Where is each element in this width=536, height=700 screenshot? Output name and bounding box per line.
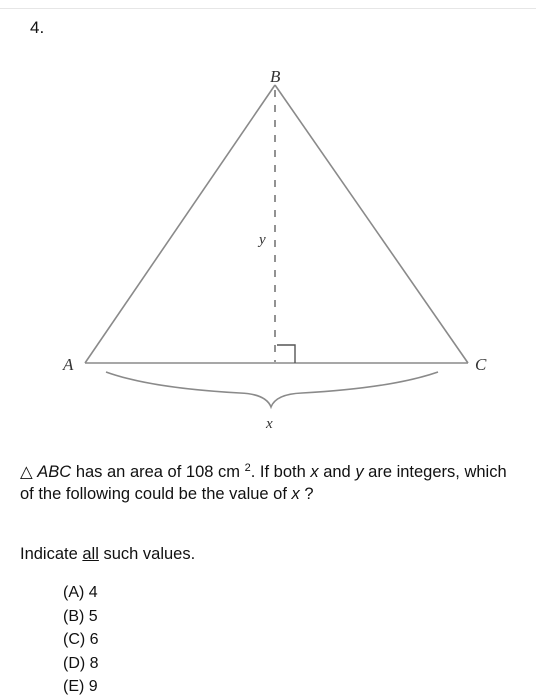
vertex-label-a: A: [63, 355, 74, 374]
question-stem: [20, 461, 520, 505]
exponent: 2: [244, 462, 251, 474]
height-label: y: [259, 232, 266, 248]
choice-c[interactable]: (C) 6: [63, 631, 99, 648]
vertex-label-b: B: [270, 67, 281, 86]
stem-text-2: . If both: [250, 463, 311, 481]
base-brace: [106, 372, 438, 407]
stem-text-4: are integers, which of the following could be the value of: [20, 463, 507, 503]
base-label: x: [266, 416, 273, 432]
variable-x: x: [310, 463, 319, 481]
instruction-emphasis: all: [82, 545, 99, 563]
question-number: 4.: [30, 18, 45, 37]
stem-text-3: and: [318, 463, 356, 481]
instruction: [20, 545, 195, 564]
triangle-name: ABC: [37, 463, 72, 481]
choice-a[interactable]: (A) 4: [63, 584, 98, 601]
variable-y: y: [355, 463, 364, 481]
triangle-symbol: △: [20, 463, 33, 481]
choice-b[interactable]: (B) 5: [63, 607, 98, 625]
choice-d[interactable]: (D) 8: [63, 654, 99, 672]
vertex-label-c: C: [475, 355, 487, 374]
variable-x-2: x: [291, 485, 300, 503]
stem-text-1: has an area of 108 cm: [71, 463, 241, 481]
side-ab: [85, 85, 275, 363]
right-angle-marker: [277, 345, 295, 363]
answer-choices: [63, 581, 99, 699]
side-bc: [275, 85, 468, 363]
instruction-before: Indicate: [20, 545, 83, 563]
choice-e[interactable]: (E) 9: [63, 678, 98, 695]
instruction-after: such values.: [98, 545, 196, 563]
stem-text-5: ?: [299, 485, 314, 503]
